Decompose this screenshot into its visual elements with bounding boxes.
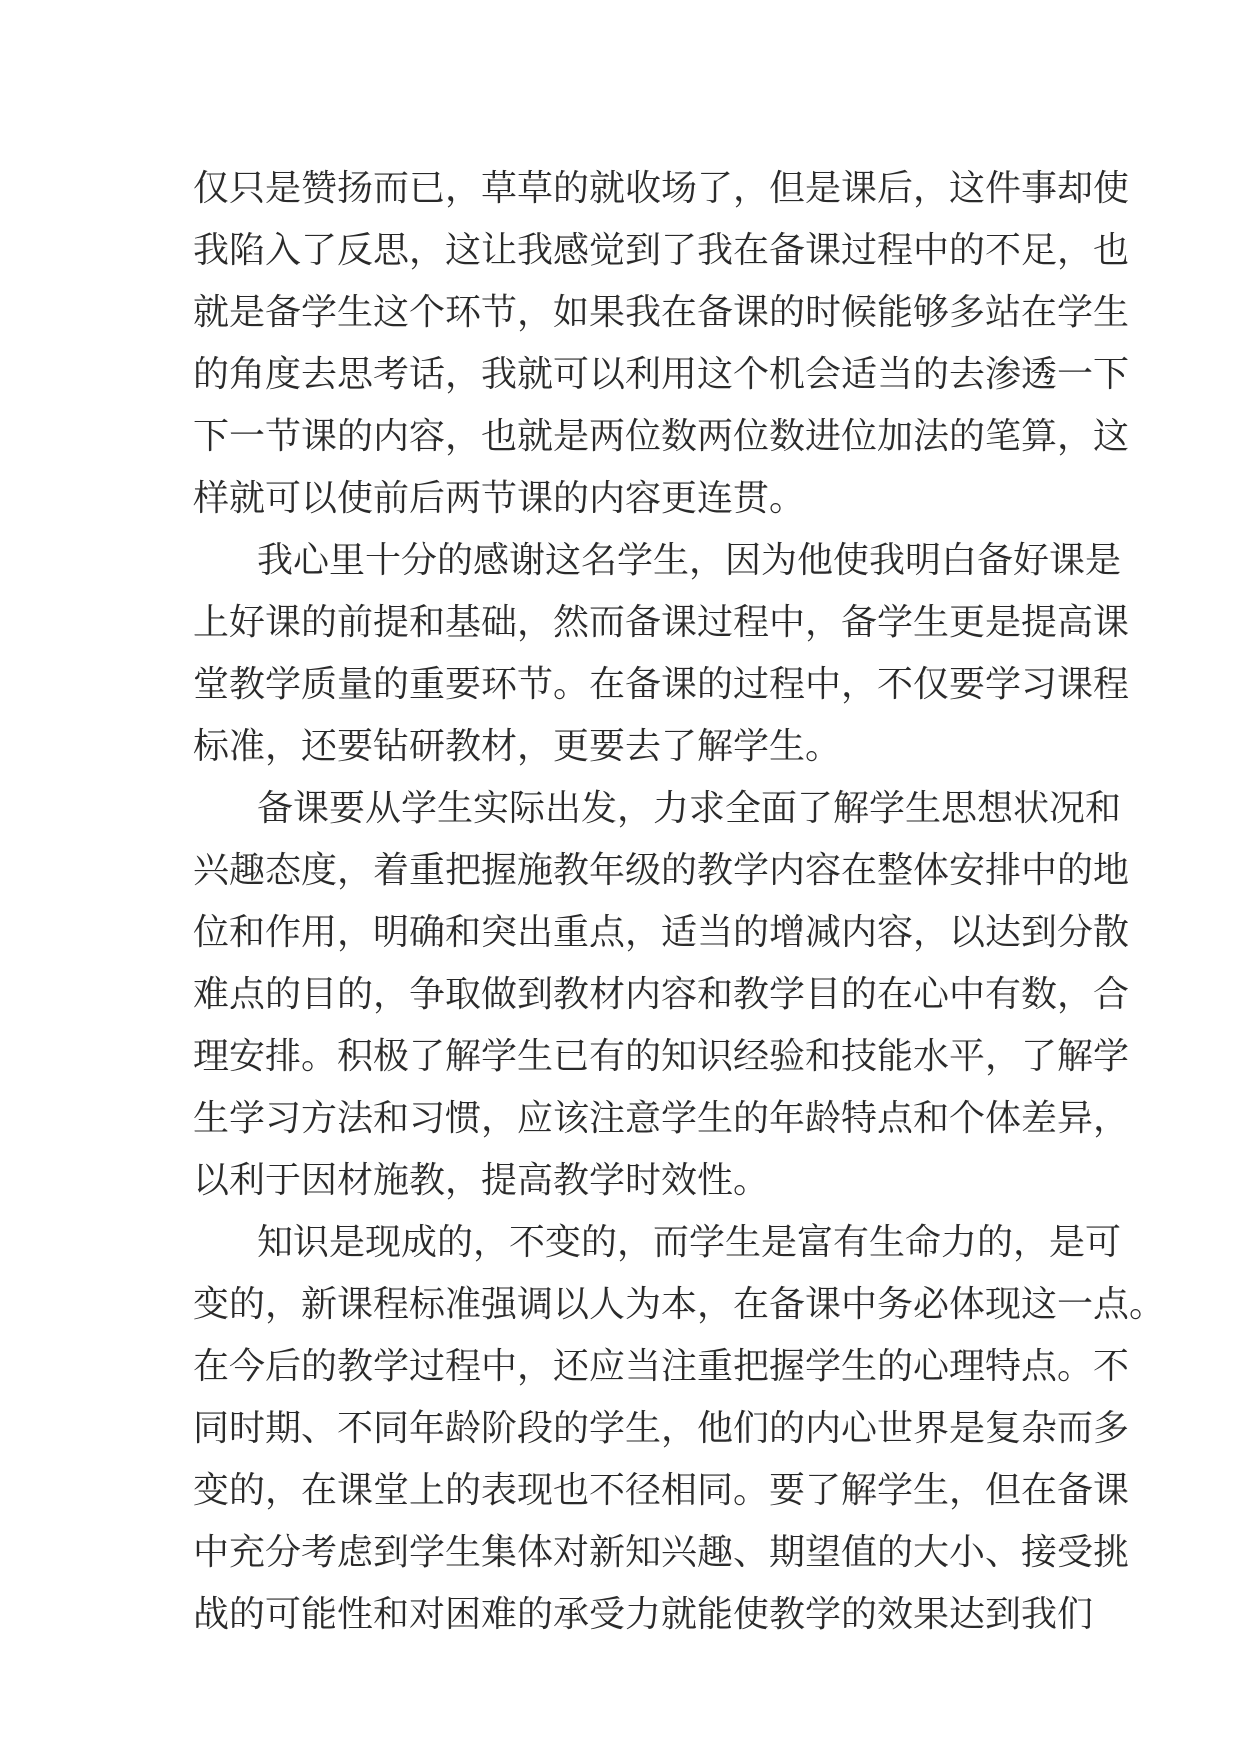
text-line: 就是备学生这个环节，如果我在备课的时候能够多站在学生	[193, 292, 1130, 333]
text-line: 备课要从学生实际出发，力求全面了解学生思想状况和	[257, 788, 1122, 829]
text-line: 同时期、不同年龄阶段的学生，他们的内心世界是复杂而多	[193, 1408, 1130, 1449]
text-line: 兴趣态度，着重把握施教年级的教学内容在整体安排中的地	[193, 850, 1130, 891]
text-line: 我陷入了反思，这让我感觉到了我在备课过程中的不足，也	[193, 230, 1130, 271]
text-line: 中充分考虑到学生集体对新知兴趣、期望值的大小、接受挑	[193, 1532, 1130, 1573]
text-line: 生学习方法和习惯，应该注意学生的年龄特点和个体差异，	[193, 1098, 1130, 1139]
text-line: 的角度去思考话，我就可以利用这个机会适当的去渗透一下	[193, 354, 1130, 395]
document-body	[193, 158, 1166, 1646]
text-line: 在今后的教学过程中，还应当注重把握学生的心理特点。不	[193, 1346, 1130, 1387]
text-line: 下一节课的内容，也就是两位数两位数进位加法的笔算，这	[193, 416, 1130, 457]
text-line: 以利于因材施教，提高教学时效性。	[193, 1160, 770, 1201]
text-line: 上好课的前提和基础，然而备课过程中，备学生更是提高课	[193, 602, 1130, 643]
text-line: 堂教学质量的重要环节。在备课的过程中，不仅要学习课程	[193, 664, 1130, 705]
text-line: 知识是现成的，不变的，而学生是富有生命力的，是可	[257, 1222, 1122, 1263]
text-line: 标准，还要钻研教材，更要去了解学生。	[193, 726, 842, 767]
text-line: 理安排。积极了解学生已有的知识经验和技能水平，了解学	[193, 1036, 1130, 1077]
text-line: 仅只是赞扬而已，草草的就收场了，但是课后，这件事却使	[193, 168, 1130, 209]
text-line: 难点的目的，争取做到教材内容和教学目的在心中有数，合	[193, 974, 1130, 1015]
text-line: 战的可能性和对困难的承受力就能使教学的效果达到我们	[193, 1594, 1094, 1635]
text-line: 变的，在课堂上的表现也不径相同。要了解学生，但在备课	[193, 1470, 1130, 1511]
text-line: 样就可以使前后两节课的内容更连贯。	[193, 478, 806, 519]
text-line: 我心里十分的感谢这名学生，因为他使我明白备好课是	[257, 540, 1122, 581]
text-line: 变的，新课程标准强调以人为本，在备课中务必体现这一点。	[193, 1284, 1166, 1325]
text-line: 位和作用，明确和突出重点，适当的增减内容，以达到分散	[193, 912, 1130, 953]
